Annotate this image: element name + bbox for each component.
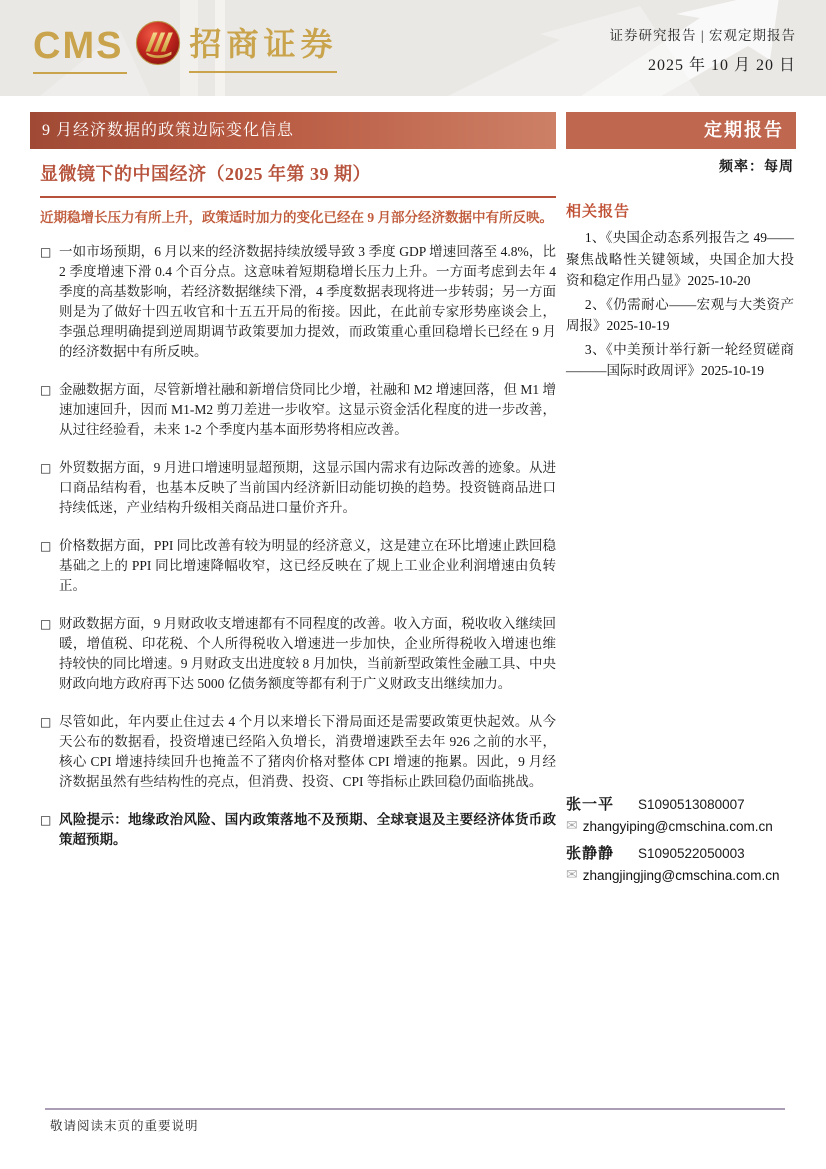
brand-name-text: 招商证券 bbox=[189, 24, 337, 73]
bullet-text: 一如市场预期，6 月以来的经济数据持续放缓导致 3 季度 GDP 增速回落至 4.8%，比 2 季度增速下滑 0.4 个百分点。这意味着短期稳增长压力上升。一方面考虑到去年 4 季度的高基数影响，若经济数据继续下滑，4 季度数据表现将进一步转弱；另一方面则是为了做好十四五收官和十五五开局的衔接。因此，在此前专家形势座谈会上，李强总理明确提到逆周期调节政策要加力提效，而政策重心重回稳增长已经在 9 月的经济数据中有所反映。 bbox=[59, 244, 556, 359]
cms-emblem-icon bbox=[135, 20, 181, 71]
analyst-cert-number: S1090522050003 bbox=[638, 846, 745, 861]
bullet-square-icon: □ bbox=[40, 813, 52, 827]
related-report-link[interactable]: 1、《央国企动态系列报告之 49——聚焦战略性关键领域，央国企加大投资和稳定作用凸显》2025-10-20 bbox=[566, 230, 794, 288]
cms-logo bbox=[33, 20, 337, 77]
analyst-name: 张一平 bbox=[566, 797, 615, 813]
report-category-label: 证券研究报告 | 宏观定期报告 bbox=[609, 28, 796, 43]
bullet-paragraph bbox=[40, 712, 556, 792]
risk-warning-paragraph bbox=[40, 810, 556, 850]
analyst-cert-number: S1090513080007 bbox=[638, 797, 745, 812]
bullet-paragraph bbox=[40, 614, 556, 694]
bullet-paragraph bbox=[40, 458, 556, 518]
analyst-email-row bbox=[566, 818, 806, 834]
frequency-label: 频率：每周 bbox=[719, 160, 794, 175]
email-icon: ✉ bbox=[566, 818, 578, 834]
bullet-text: 尽管如此，年内要止住过去 4 个月以来增长下滑局面还是需要政策更快起效。从今天公布的数据看，投资增速已经陷入负增长，消费增速跌至去年 926 之前的水平，核心 CPI 增速持续回升也掩盖不了猪肉价格对整体 CPI 增速的拖累。因此，9 月经济数据虽然有些结构性的亮点，但消费、投资、CPI 等指标止跌回稳仍面临挑战。 bbox=[59, 714, 556, 789]
analyst-block bbox=[566, 793, 806, 891]
page-title: 显微镜下的中国经济（2025 年第 39 期） bbox=[40, 164, 371, 184]
sidebar bbox=[566, 156, 794, 384]
bullet-text: 金融数据方面，尽管新增社融和新增信贷同比少增，社融和 M2 增速回落，但 M1 增速加速回升，因而 M1-M2 剪刀差进一步收窄。这显示资金活化程度的进一步改善，从过往经验看，未来 1-2 个季度内基本面形势将相应改善。 bbox=[59, 382, 556, 437]
cms-logo-text: CMS bbox=[33, 24, 127, 74]
footer-disclaimer: 敬请阅读末页的重要说明 bbox=[50, 1119, 199, 1133]
analyst-row bbox=[566, 793, 806, 814]
bullet-square-icon: □ bbox=[40, 715, 52, 729]
bullet-paragraph bbox=[40, 380, 556, 440]
email-icon: ✉ bbox=[566, 867, 578, 883]
bullet-text: 外贸数据方面，9 月进口增速明显超预期，这显示国内需求有边际改善的迹象。从进口商品结构看，也基本反映了当前国内经济新旧动能切换的趋势。投资链商品进口持续低迷，产业结构升级相关商品进口量价齐升。 bbox=[59, 460, 556, 515]
analyst-email[interactable]: zhangyiping@cmschina.com.cn bbox=[582, 818, 773, 834]
report-type-banner: 定期报告 bbox=[566, 112, 796, 149]
bullet-paragraph bbox=[40, 536, 556, 596]
bullet-paragraph bbox=[40, 242, 556, 362]
footer-divider bbox=[45, 1108, 785, 1110]
bullet-square-icon: □ bbox=[40, 461, 52, 475]
report-date: 2025 年 10 月 20 日 bbox=[647, 57, 796, 74]
subtitle-banner: 9 月经济数据的政策边际变化信息 bbox=[30, 112, 556, 149]
bullet-text: 价格数据方面，PPI 同比改善有较为明显的经济意义，这是建立在环比增速止跌回稳基础之上的 PPI 同比增速降幅收窄，这已经反映在了规上工业企业利润增速由负转正。 bbox=[59, 538, 556, 593]
title-divider bbox=[40, 196, 556, 198]
bullet-square-icon: □ bbox=[40, 539, 52, 553]
header-meta bbox=[610, 24, 796, 75]
analyst-email-row bbox=[566, 867, 806, 883]
bullet-text: 财政数据方面，9 月财政收支增速都有不同程度的改善。收入方面，税收收入继续回暖，增值税、印花税、个人所得税收入增速进一步加快，企业所得税收入增速也维持较快的同比增速。9 月财政支出进度较 8 月加快，当前新型政策性金融工具、中央财政向地方政府再下达 5000 亿债务额度等都有利于广义财政支出继续加力。 bbox=[59, 616, 556, 691]
analyst-row bbox=[566, 842, 806, 863]
bullet-square-icon: □ bbox=[40, 383, 52, 397]
analyst-email[interactable]: zhangjingjing@cmschina.com.cn bbox=[582, 867, 780, 883]
analyst-name: 张静静 bbox=[566, 846, 615, 862]
related-reports-heading: 相关报告 bbox=[566, 204, 631, 220]
related-report-link[interactable]: 2、《仍需耐心——宏观与大类资产周报》2025-10-19 bbox=[566, 296, 794, 333]
bullet-square-icon: □ bbox=[40, 617, 52, 631]
page-header bbox=[0, 0, 826, 96]
summary-paragraph: 近期稳增长压力有所上升，政策适时加力的变化已经在 9 月部分经济数据中有所反映。 bbox=[40, 210, 553, 225]
bullet-square-icon: □ bbox=[40, 245, 52, 259]
related-report-link[interactable]: 3、《中美预计举行新一轮经贸磋商———国际时政周评》2025-10-19 bbox=[566, 341, 794, 378]
risk-warning-text: 风险提示：地缘政治风险、国内政策落地不及预期、全球衰退及主要经济体货币政策超预期。 bbox=[59, 812, 556, 847]
report-body bbox=[40, 208, 556, 868]
